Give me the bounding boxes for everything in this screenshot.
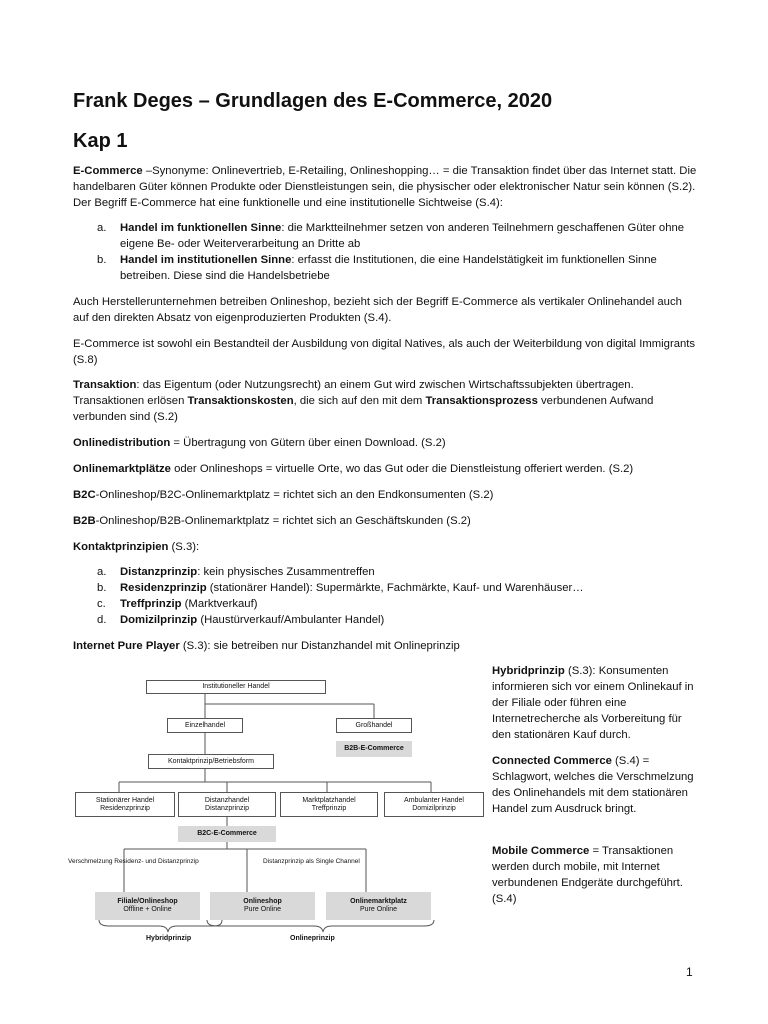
hybridprinzip-paragraph: Hybridprinzip (S.3): Konsumenten informieren sich vor einem Onlinekauf in der Filiale oder führen eine Internetrecherche als Vorbereitung für den stationären Kauf durch. [492,665,694,741]
page-number: 1 [686,965,693,979]
list-item: a. Handel im funktionellen Sinne: die Marktteilnehmer setzen von anderen Teilnehmern geschaffenen Güter ohne eigene Be- oder Weiterverarbeitung an Dritte ab [97,222,685,250]
diagram-label-verschmelzung: Verschmelzung Residenz- und Distanzprinzip [68,858,199,865]
diagram-node-b2b-ecommerce: B2B-E-Commerce [336,741,412,757]
kontaktprinzipien-heading: Kontaktprinzipien (S.3): [73,541,200,553]
mobile-commerce-paragraph: Mobile Commerce = Transaktionen werden durch mobile, mit Internet verbundenen Endgeräte durchgeführt. (S.4) [492,845,683,905]
diagram-node-onlinemarktplatz: Onlinemarktplatz Pure Online [326,892,431,920]
diagram-node-kontaktprinzip: Kontaktprinzip/Betriebsform [148,754,274,769]
list-item: c. Treffprinzip (Marktverkauf) [97,598,258,610]
chapter-heading: Kap 1 [73,130,128,152]
diagram-node-institutioneller-handel: Institutioneller Handel [146,680,326,694]
diagram-node-stationaerer-handel: Stationärer Handel Residenzprinzip [75,792,175,817]
diagram-label-hybridprinzip: Hybridprinzip [146,935,192,942]
diagram-label-onlineprinzip: Onlineprinzip [290,935,335,942]
diagram-node-filiale-onlineshop: Filiale/Onlineshop Offline + Online [95,892,200,920]
diagram-label-single-channel: Distanzprinzip als Single Channel [263,858,360,865]
b2c-paragraph: B2C-Onlineshop/B2C-Onlinemarktplatz = richtet sich an den Endkonsumenten (S.2) [73,489,494,501]
natives-paragraph: E-Commerce ist sowohl ein Bestandteil der Ausbildung von digital Natives, als auch der Weiterbildung von digital Immigrants (S.8) [73,338,696,366]
ecommerce-paragraph: E-Commerce –Synonyme: Onlinevertrieb, E-Retailing, Onlineshopping… = die Transaktion findet über das Internet statt. Die handelbaren Güter können Produkte oder Dienstleistungen sein, die physischer oder elektronischer Natur sein können (S.2). Der Begriff E-Commerce hat eine funktionelle und eine institutionelle Sichtweise (S.4): [73,165,697,209]
connected-commerce-paragraph: Connected Commerce (S.4) = Schlagwort, welches die Verschmelzung des Onlinehandels mit dem stationären Handel zum Ausdruck bringt. [492,755,694,815]
diagram-node-einzelhandel: Einzelhandel [167,718,243,733]
diagram-node-marktplatzhandel: Marktplatzhandel Treffprinzip [280,792,378,817]
onlinedistribution-paragraph: Onlinedistribution = Übertragung von Gütern über einen Download. (S.2) [73,437,446,449]
document-title: Frank Deges – Grundlagen des E-Commerce, 2020 [73,90,553,112]
list-item: a. Distanzprinzip: kein physisches Zusammentreffen [97,566,375,578]
list-item: b. Residenzprinzip (stationärer Handel): Supermärkte, Fachmärkte, Kauf- und Warenhäuser… [97,582,584,594]
hersteller-paragraph: Auch Herstellerunternehmen betreiben Onlineshop, bezieht sich der Begriff E-Commerce als vertikaler Onlinehandel auch auf den direkten Absatz von eigenproduzierten Produkten (S.4). [73,296,682,324]
diagram-node-grosshandel: Großhandel [336,718,412,733]
diagram-node-ambulanter-handel: Ambulanter Handel Domizilprinzip [384,792,484,817]
handel-diagram [64,668,489,948]
diagram-node-onlineshop: Onlineshop Pure Online [210,892,315,920]
transaktion-paragraph: Transaktion: das Eigentum (oder Nutzungsrecht) an einem Gut wird zwischen Wirtschaftssubjekten übertragen. Transaktionen erlösen Transaktionskosten, die sich auf den mit dem Transaktionsprozess verbundenen Aufwand verbunden sind (S.2) [73,379,654,423]
list-item: d. Domizilprinzip (Haustürverkauf/Ambulanter Handel) [97,614,385,626]
diagram-node-b2c-ecommerce: B2C-E-Commerce [178,826,276,842]
diagram-node-distanzhandel: Distanzhandel Distanzprinzip [178,792,276,817]
list-item: b. Handel im institutionellen Sinne: erfasst die Institutionen, die eine Handelstätigkeit im funktionellen Sinne betreiben. Diese sind die Handelsbetriebe [97,254,657,282]
onlinemarktplaetze-paragraph: Onlinemarktplätze oder Onlineshops = virtuelle Orte, wo das Gut oder die Dienstleistung offeriert werden. (S.2) [73,463,634,475]
pure-player-paragraph: Internet Pure Player (S.3): sie betreiben nur Distanzhandel mit Onlineprinzip [73,640,460,652]
b2b-paragraph: B2B-Onlineshop/B2B-Onlinemarktplatz = richtet sich an Geschäftskunden (S.2) [73,515,471,527]
